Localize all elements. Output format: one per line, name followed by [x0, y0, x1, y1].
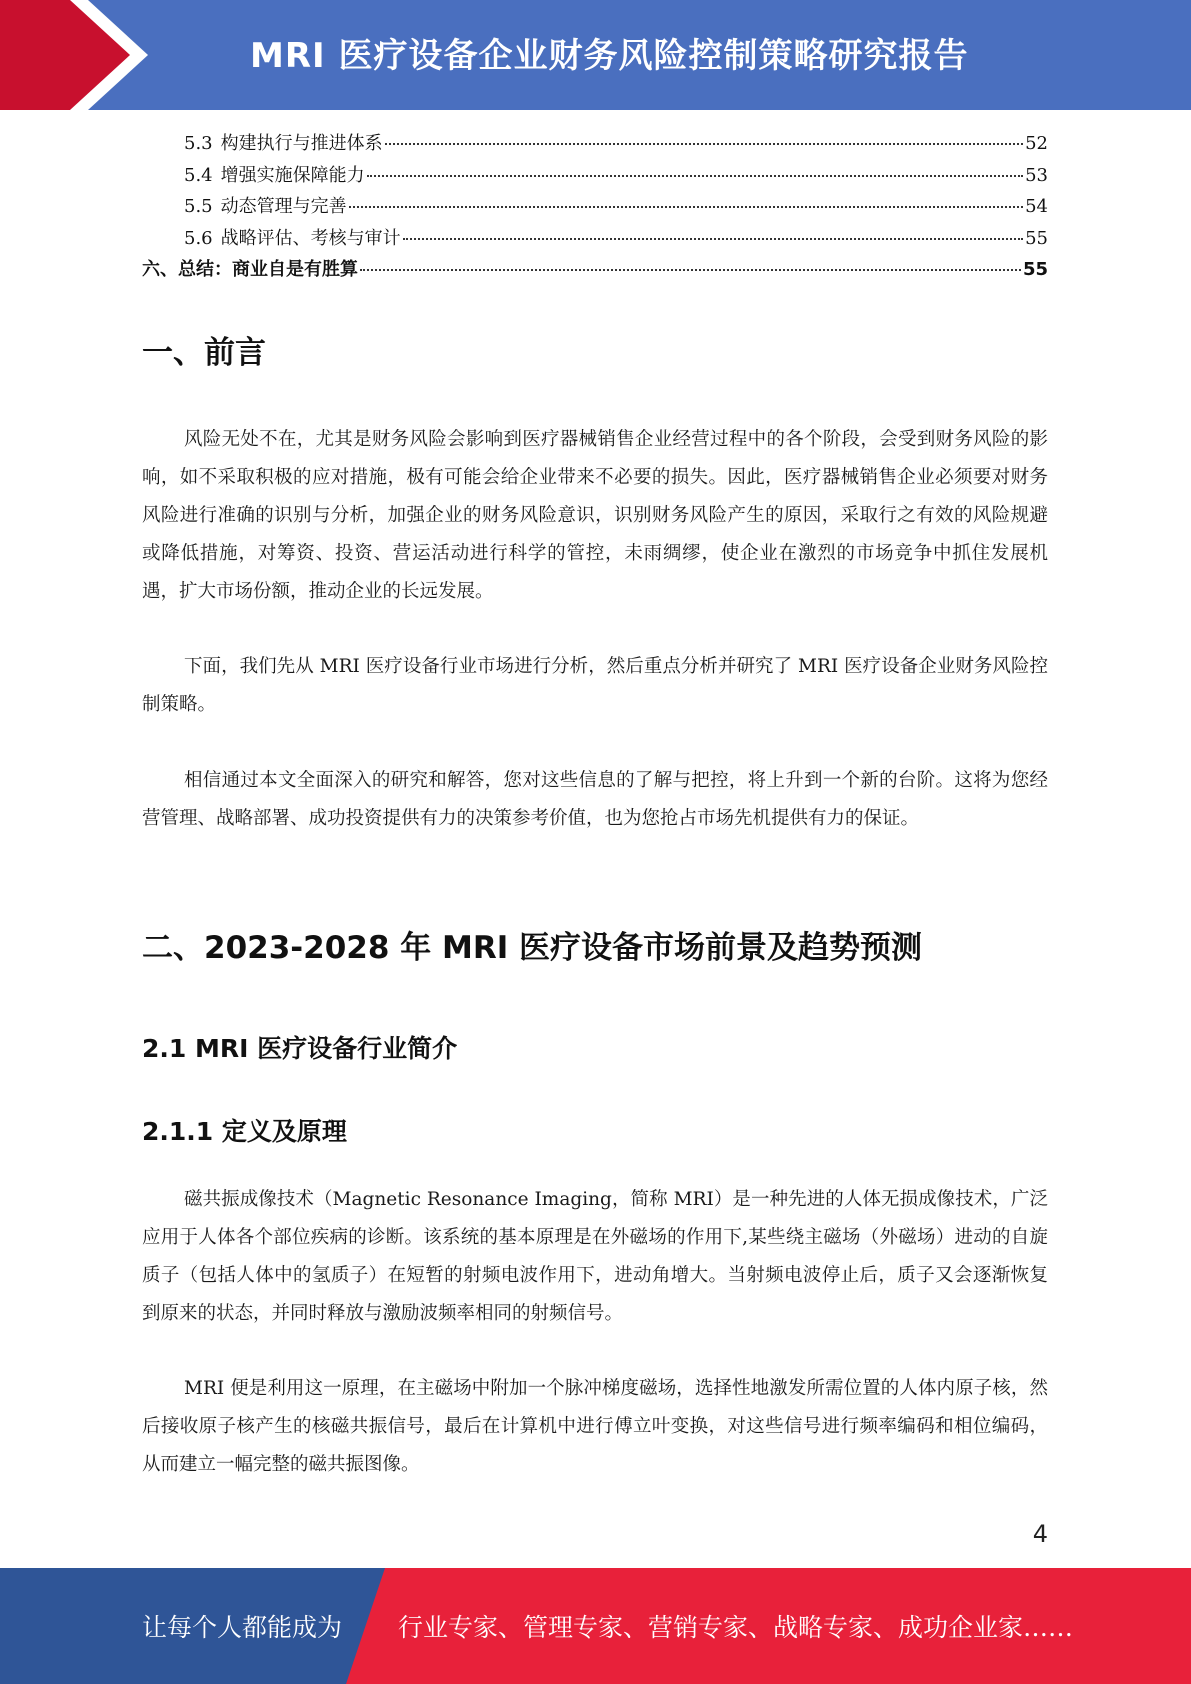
section-heading-market: 二、2023-2028 年 MRI 医疗设备市场前景及趋势预测 — [142, 930, 923, 966]
page-header — [0, 0, 1191, 110]
section-heading-preface: 一、前言 — [142, 335, 266, 371]
toc-entry-number: 5.3 — [184, 133, 213, 154]
footer-slogan-right: 行业专家、管理专家、营销专家、战略专家、成功企业家…… — [398, 1613, 1074, 1642]
paragraph: 风险无处不在，尤其是财务风险会影响到医疗器械销售企业经营过程中的各个阶段，会受到财务风险的影响，如不采取积极的应对措施，极有可能会给企业带来不必要的损失。因此，医疗器械销售企业必须要对财务风险进行准确的识别与分析，加强企业的财务风险意识，识别财务风险产生的原因，采取行之有效的风险规避或降低措施，对筹资、投资、营运活动进行科学的管控，未雨绸缪，使企业在激烈的市场竞争中抓住发展机遇，扩大市场份额，推动企业的长远发展。 — [142, 429, 1048, 602]
toc-entry-number: 5.5 — [184, 196, 213, 217]
report-title: MRI 医疗设备企业财务风险控制策略研究报告 — [250, 36, 969, 76]
paragraph: 下面，我们先从 MRI 医疗设备行业市场进行分析，然后重点分析并研究了 MRI 医疗设备企业财务风险控制策略。 — [142, 656, 1048, 715]
toc-entry[interactable] — [142, 129, 1048, 161]
toc-dot-leader — [403, 238, 1023, 240]
toc-entry-title: 战略评估、考核与审计 — [220, 227, 401, 249]
toc-dot-leader — [349, 206, 1023, 208]
toc-entry-number: 5.6 — [184, 227, 213, 249]
paragraph: MRI 便是利用这一原理，在主磁场中附加一个脉冲梯度磁场，选择性地激发所需位置的人体内原子核，然后接收原子核产生的核磁共振信号，最后在计算机中进行傅立叶变换，对这些信号进行频率编码和相位编码，从而建立一幅完整的磁共振图像。 — [142, 1378, 1048, 1475]
toc-dot-leader — [367, 175, 1023, 177]
toc-entry-page: 55 — [1025, 227, 1048, 249]
paragraph: 相信通过本文全面深入的研究和解答，您对这些信息的了解与把控，将上升到一个新的台阶。这将为您经营管理、战略部署、成功投资提供有力的决策参考价值，也为您抢占市场先机提供有力的保证。 — [142, 770, 1048, 829]
footer-slogan-left: 让每个人都能成为 — [142, 1613, 343, 1642]
toc-entry-title: 六、总结：商业自是有胜算 — [142, 259, 358, 280]
subsubsection-heading: 2.1.1 定义及原理 — [142, 1117, 347, 1146]
toc-entry[interactable] — [142, 161, 1048, 193]
toc-entry-title: 增强实施保障能力 — [220, 164, 365, 186]
paragraph: 磁共振成像技术（Magnetic Resonance Imaging，简称 MRI）是一种先进的人体无损成像技术，广泛应用于人体各个部位疾病的诊断。该系统的基本原理是在外磁场的作用下,某些绕主磁场（外磁场）进动的自旋质子（包括人体中的氢质子）在短暂的射频电波作用下，进动角增大。当射频电波停止后，质子又会逐渐恢复到原来的状态，并同时释放与激励波频率相同的射频信号。 — [142, 1189, 1048, 1324]
toc-entry[interactable] — [142, 224, 1048, 256]
subsection-heading: 2.1 MRI 医疗设备行业简介 — [142, 1034, 458, 1063]
toc-entry[interactable] — [142, 192, 1048, 224]
page-number: 4 — [1032, 1520, 1048, 1548]
toc-entry-page: 53 — [1025, 164, 1048, 186]
page-footer — [0, 1568, 1191, 1684]
toc-entry-page: 52 — [1025, 133, 1048, 154]
toc-entry-chapter[interactable] — [142, 255, 1048, 287]
toc-entry-number: 5.4 — [184, 164, 213, 186]
toc-entry-title: 构建执行与推进体系 — [220, 133, 383, 154]
toc-entry-title: 动态管理与完善 — [220, 196, 347, 217]
toc-entry-page: 55 — [1022, 259, 1048, 280]
table-of-contents — [142, 129, 1048, 287]
toc-dot-leader — [360, 269, 1021, 271]
toc-entry-page: 54 — [1025, 196, 1048, 217]
toc-dot-leader — [385, 143, 1023, 145]
